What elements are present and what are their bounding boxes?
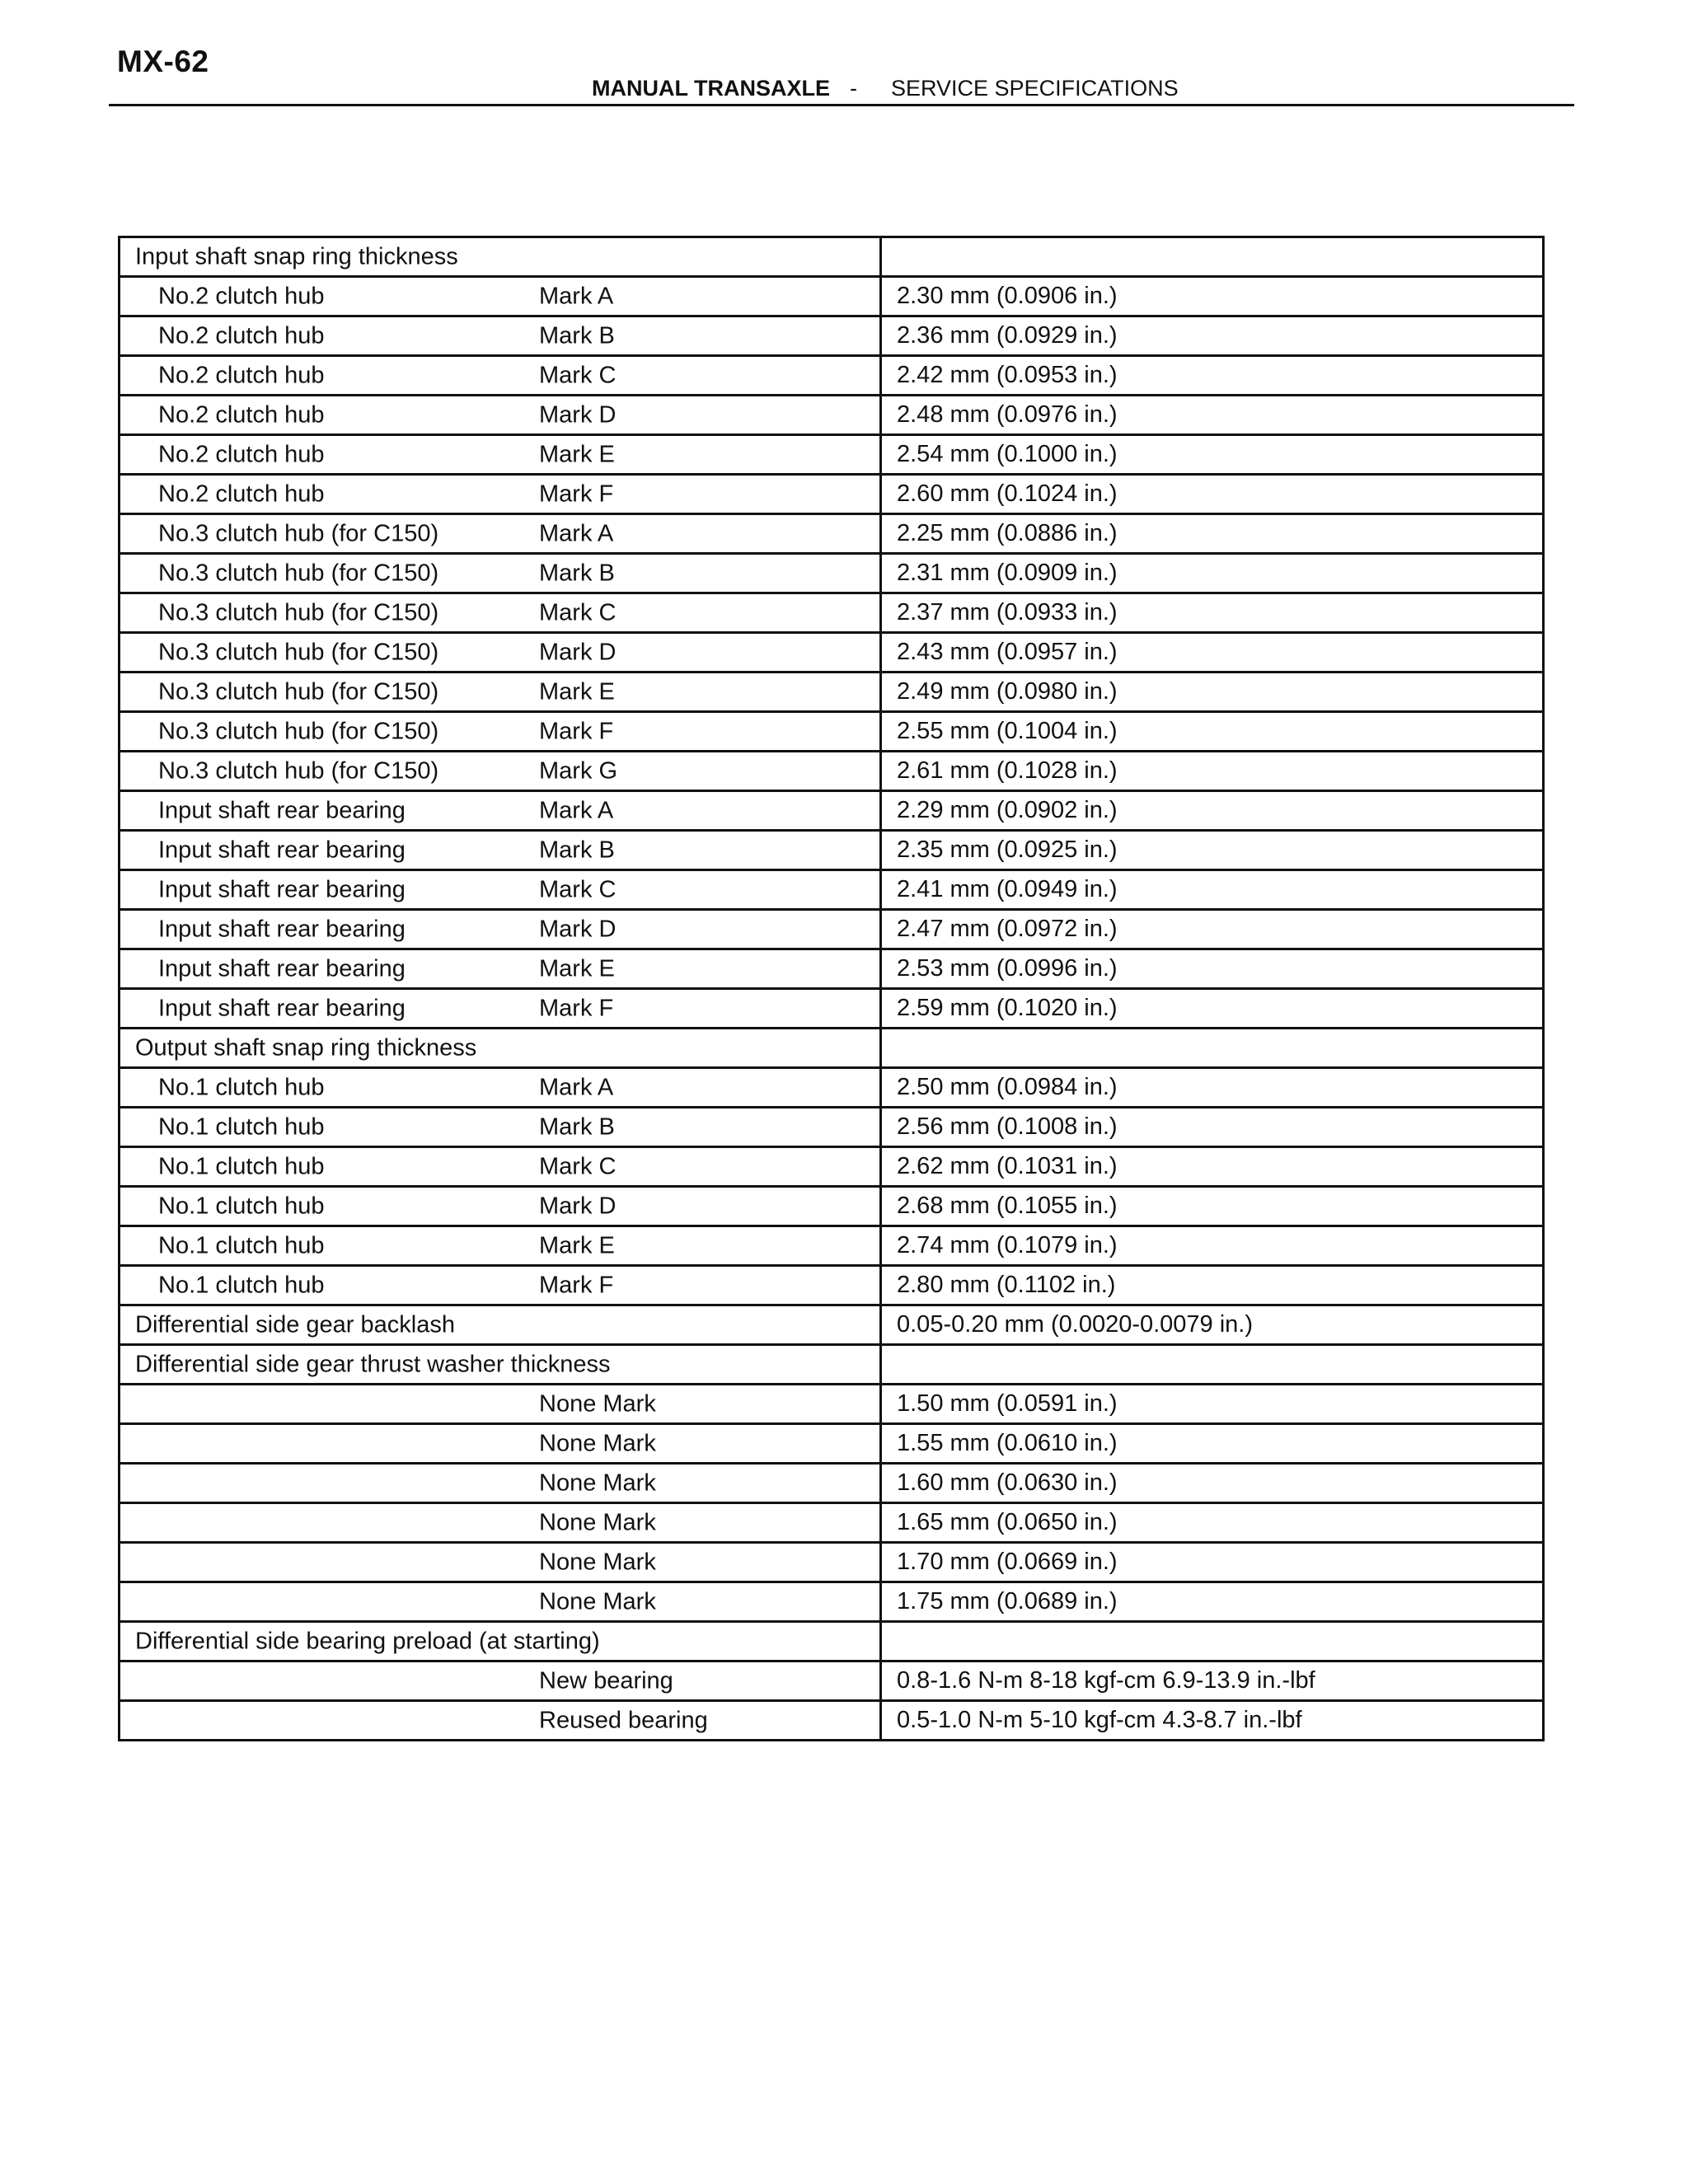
- spec-value-cell: 2.35 mm (0.0925 in.): [881, 831, 1544, 870]
- spec-value-cell: [881, 1622, 1544, 1661]
- spec-mark-label: Mark B: [539, 1113, 615, 1140]
- spec-value-cell: [881, 237, 1544, 277]
- spec-table-body: [120, 237, 1544, 1741]
- spec-item-label: No.3 clutch hub (for C150): [158, 757, 439, 784]
- spec-item-label: No.3 clutch hub (for C150): [158, 520, 439, 546]
- spec-row: [120, 712, 1544, 752]
- spec-row: [120, 633, 1544, 673]
- spec-mark-label: Mark C: [539, 599, 617, 626]
- spec-value-cell: [881, 1029, 1544, 1068]
- spec-value-cell: 2.31 mm (0.0909 in.): [881, 554, 1544, 593]
- spec-item-cell: [120, 237, 881, 277]
- spec-value-cell: 2.59 mm (0.1020 in.): [881, 989, 1544, 1029]
- spec-group-row: [120, 237, 1544, 277]
- spec-item-label: Input shaft rear bearing: [158, 916, 406, 942]
- spec-mark-label: Mark F: [539, 480, 614, 507]
- spec-value-cell: 2.37 mm (0.0933 in.): [881, 593, 1544, 633]
- spec-item-cell: [120, 554, 881, 593]
- spec-mark-label: Mark B: [539, 322, 615, 349]
- spec-row: [120, 435, 1544, 475]
- spec-item-label: No.2 clutch hub: [158, 283, 325, 309]
- spec-item-label: No.3 clutch hub (for C150): [158, 678, 439, 705]
- spec-mark-label: Mark A: [539, 797, 614, 823]
- spec-item-label: Input shaft rear bearing: [158, 837, 406, 863]
- spec-row: [120, 1424, 1544, 1464]
- spec-item-cell: [120, 673, 881, 712]
- spec-value-cell: 2.48 mm (0.0976 in.): [881, 396, 1544, 435]
- spec-value-cell: 2.47 mm (0.0972 in.): [881, 910, 1544, 949]
- spec-mark-label: Mark A: [539, 520, 614, 546]
- spec-mark-label: None Mark: [539, 1549, 656, 1575]
- spec-item-label: Input shaft rear bearing: [158, 797, 406, 823]
- spec-item-cell: [120, 1068, 881, 1108]
- spec-item-label: Input shaft rear bearing: [158, 876, 406, 902]
- spec-value-cell: 2.80 mm (0.1102 in.): [881, 1266, 1544, 1305]
- spec-item-cell: [120, 791, 881, 831]
- spec-group-label: Output shaft snap ring thickness: [135, 1034, 477, 1061]
- spec-item-cell: [120, 1503, 881, 1543]
- spec-row: [120, 1701, 1544, 1741]
- spec-item-cell: [120, 396, 881, 435]
- spec-item-label: Input shaft rear bearing: [158, 995, 406, 1021]
- subsection-title: SERVICE SPECIFICATIONS: [891, 76, 1179, 101]
- spec-mark-label: Mark D: [539, 639, 617, 665]
- spec-item-cell: [120, 1543, 881, 1582]
- spec-item-cell: [120, 1661, 881, 1701]
- spec-value-cell: 2.36 mm (0.0929 in.): [881, 316, 1544, 356]
- spec-item-cell: [120, 277, 881, 316]
- spec-value-cell: 1.50 mm (0.0591 in.): [881, 1385, 1544, 1424]
- spec-item-label: No.2 clutch hub: [158, 441, 325, 467]
- spec-mark-label: Mark F: [539, 1272, 614, 1298]
- spec-mark-label: New bearing: [539, 1667, 673, 1694]
- spec-row: [120, 989, 1544, 1029]
- spec-item-cell: [120, 989, 881, 1029]
- spec-row: [120, 1543, 1544, 1582]
- spec-mark-label: None Mark: [539, 1430, 656, 1456]
- spec-value-cell: 2.60 mm (0.1024 in.): [881, 475, 1544, 514]
- spec-group-row: [120, 1029, 1544, 1068]
- service-spec-table: [118, 236, 1545, 1741]
- spec-row: [120, 1187, 1544, 1226]
- spec-item-cell: [120, 1345, 881, 1385]
- spec-item-cell: [120, 593, 881, 633]
- spec-value-cell: 2.50 mm (0.0984 in.): [881, 1068, 1544, 1108]
- spec-value-cell: 1.75 mm (0.0689 in.): [881, 1582, 1544, 1622]
- spec-value-cell: 0.05-0.20 mm (0.0020-0.0079 in.): [881, 1305, 1544, 1345]
- spec-item-label: No.1 clutch hub: [158, 1193, 325, 1219]
- spec-value-cell: 2.56 mm (0.1008 in.): [881, 1108, 1544, 1147]
- spec-value-cell: 2.54 mm (0.1000 in.): [881, 435, 1544, 475]
- spec-item-label: No.1 clutch hub: [158, 1232, 325, 1258]
- spec-item-cell: [120, 910, 881, 949]
- spec-item-cell: [120, 1622, 881, 1661]
- spec-value-cell: 2.29 mm (0.0902 in.): [881, 791, 1544, 831]
- spec-row: [120, 752, 1544, 791]
- spec-group-row: [120, 1622, 1544, 1661]
- spec-item-cell: [120, 633, 881, 673]
- spec-value-cell: 1.70 mm (0.0669 in.): [881, 1543, 1544, 1582]
- spec-row: [120, 396, 1544, 435]
- spec-item-label: No.1 clutch hub: [158, 1074, 325, 1100]
- spec-item-cell: [120, 316, 881, 356]
- spec-value-cell: 2.62 mm (0.1031 in.): [881, 1147, 1544, 1187]
- spec-item-cell: [120, 1266, 881, 1305]
- spec-row: [120, 475, 1544, 514]
- page-number: MX-62: [117, 45, 209, 78]
- spec-value-cell: 2.43 mm (0.0957 in.): [881, 633, 1544, 673]
- spec-row: [120, 870, 1544, 910]
- spec-value-cell: 2.42 mm (0.0953 in.): [881, 356, 1544, 396]
- spec-row: [120, 1464, 1544, 1503]
- spec-mark-label: Mark C: [539, 1153, 617, 1179]
- spec-item-label: No.2 clutch hub: [158, 401, 325, 428]
- spec-group-label: Input shaft snap ring thickness: [135, 243, 458, 269]
- spec-row: [120, 554, 1544, 593]
- spec-value-cell: 2.30 mm (0.0906 in.): [881, 277, 1544, 316]
- spec-value-cell: [881, 1345, 1544, 1385]
- header-divider: [109, 104, 1574, 106]
- spec-mark-label: Mark C: [539, 362, 617, 388]
- spec-row: [120, 1226, 1544, 1266]
- spec-item-cell: [120, 1305, 881, 1345]
- spec-row: [120, 277, 1544, 316]
- spec-mark-label: Mark D: [539, 1193, 617, 1219]
- spec-value-cell: 1.60 mm (0.0630 in.): [881, 1464, 1544, 1503]
- spec-row: [120, 1108, 1544, 1147]
- spec-item-cell: [120, 1108, 881, 1147]
- spec-item-cell: [120, 831, 881, 870]
- spec-value-cell: 1.65 mm (0.0650 in.): [881, 1503, 1544, 1543]
- spec-value-cell: 2.61 mm (0.1028 in.): [881, 752, 1544, 791]
- spec-item-cell: [120, 1147, 881, 1187]
- spec-item-cell: [120, 435, 881, 475]
- spec-item-cell: [120, 1226, 881, 1266]
- spec-item-cell: [120, 712, 881, 752]
- spec-mark-label: Mark B: [539, 560, 615, 586]
- section-title: MANUAL TRANSAXLE: [592, 76, 830, 101]
- spec-group-label: Differential side gear backlash: [135, 1311, 455, 1338]
- spec-row: [120, 949, 1544, 989]
- spec-mark-label: Mark E: [539, 441, 615, 467]
- spec-item-cell: [120, 1464, 881, 1503]
- spec-row: [120, 1068, 1544, 1108]
- spec-value-cell: 0.8-1.6 N-m 8-18 kgf-cm 6.9-13.9 in.-lbf: [881, 1661, 1544, 1701]
- spec-row: [120, 1266, 1544, 1305]
- spec-row: [120, 791, 1544, 831]
- spec-item-cell: [120, 514, 881, 554]
- spec-mark-label: Mark A: [539, 283, 614, 309]
- spec-row: [120, 356, 1544, 396]
- spec-value-cell: 2.53 mm (0.0996 in.): [881, 949, 1544, 989]
- spec-mark-label: Mark D: [539, 401, 617, 428]
- spec-value-cell: 2.49 mm (0.0980 in.): [881, 673, 1544, 712]
- spec-value-cell: 2.25 mm (0.0886 in.): [881, 514, 1544, 554]
- spec-item-cell: [120, 475, 881, 514]
- spec-mark-label: Mark A: [539, 1074, 614, 1100]
- spec-item-label: No.1 clutch hub: [158, 1272, 325, 1298]
- spec-row: [120, 1147, 1544, 1187]
- spec-item-label: No.3 clutch hub (for C150): [158, 639, 439, 665]
- spec-row: [120, 831, 1544, 870]
- spec-item-label: Input shaft rear bearing: [158, 955, 406, 982]
- spec-item-label: No.3 clutch hub (for C150): [158, 560, 439, 586]
- spec-mark-label: Reused bearing: [539, 1707, 708, 1733]
- spec-value-cell: 2.41 mm (0.0949 in.): [881, 870, 1544, 910]
- spec-item-label: No.3 clutch hub (for C150): [158, 718, 439, 744]
- spec-group-label: Differential side gear thrust washer thickness: [135, 1351, 611, 1377]
- spec-mark-label: Mark D: [539, 916, 617, 942]
- spec-row: [120, 1385, 1544, 1424]
- spec-group-label: Differential side bearing preload (at starting): [135, 1628, 600, 1654]
- spec-item-cell: [120, 752, 881, 791]
- spec-mark-label: Mark E: [539, 678, 615, 705]
- spec-mark-label: Mark C: [539, 876, 617, 902]
- spec-item-cell: [120, 1701, 881, 1741]
- spec-item-label: No.1 clutch hub: [158, 1113, 325, 1140]
- spec-row: [120, 1503, 1544, 1543]
- spec-mark-label: None Mark: [539, 1588, 656, 1615]
- spec-row: [120, 316, 1544, 356]
- spec-mark-label: Mark G: [539, 757, 618, 784]
- spec-row: [120, 514, 1544, 554]
- spec-value-cell: 2.55 mm (0.1004 in.): [881, 712, 1544, 752]
- spec-mark-label: Mark F: [539, 995, 614, 1021]
- spec-mark-label: Mark E: [539, 955, 615, 982]
- spec-mark-label: None Mark: [539, 1509, 656, 1535]
- spec-item-cell: [120, 870, 881, 910]
- spec-item-cell: [120, 1029, 881, 1068]
- spec-item-label: No.1 clutch hub: [158, 1153, 325, 1179]
- spec-mark-label: Mark F: [539, 718, 614, 744]
- spec-item-label: No.3 clutch hub (for C150): [158, 599, 439, 626]
- spec-value-cell: 2.68 mm (0.1055 in.): [881, 1187, 1544, 1226]
- spec-item-label: No.2 clutch hub: [158, 362, 325, 388]
- spec-row: [120, 1582, 1544, 1622]
- spec-item-cell: [120, 1187, 881, 1226]
- spec-value-cell: 1.55 mm (0.0610 in.): [881, 1424, 1544, 1464]
- spec-mark-label: None Mark: [539, 1390, 656, 1417]
- spec-group-row: [120, 1345, 1544, 1385]
- spec-item-cell: [120, 1424, 881, 1464]
- spec-row: [120, 1661, 1544, 1701]
- spec-value-cell: 0.5-1.0 N-m 5-10 kgf-cm 4.3-8.7 in.-lbf: [881, 1701, 1544, 1741]
- spec-item-cell: [120, 1582, 881, 1622]
- spec-group-row: [120, 1305, 1544, 1345]
- spec-row: [120, 593, 1544, 633]
- header-separator: -: [850, 76, 857, 101]
- spec-value-cell: 2.74 mm (0.1079 in.): [881, 1226, 1544, 1266]
- spec-row: [120, 673, 1544, 712]
- spec-item-cell: [120, 1385, 881, 1424]
- spec-item-cell: [120, 949, 881, 989]
- spec-item-label: No.2 clutch hub: [158, 480, 325, 507]
- spec-row: [120, 910, 1544, 949]
- spec-mark-label: Mark E: [539, 1232, 615, 1258]
- spec-mark-label: Mark B: [539, 837, 615, 863]
- spec-item-cell: [120, 356, 881, 396]
- spec-mark-label: None Mark: [539, 1469, 656, 1496]
- spec-item-label: No.2 clutch hub: [158, 322, 325, 349]
